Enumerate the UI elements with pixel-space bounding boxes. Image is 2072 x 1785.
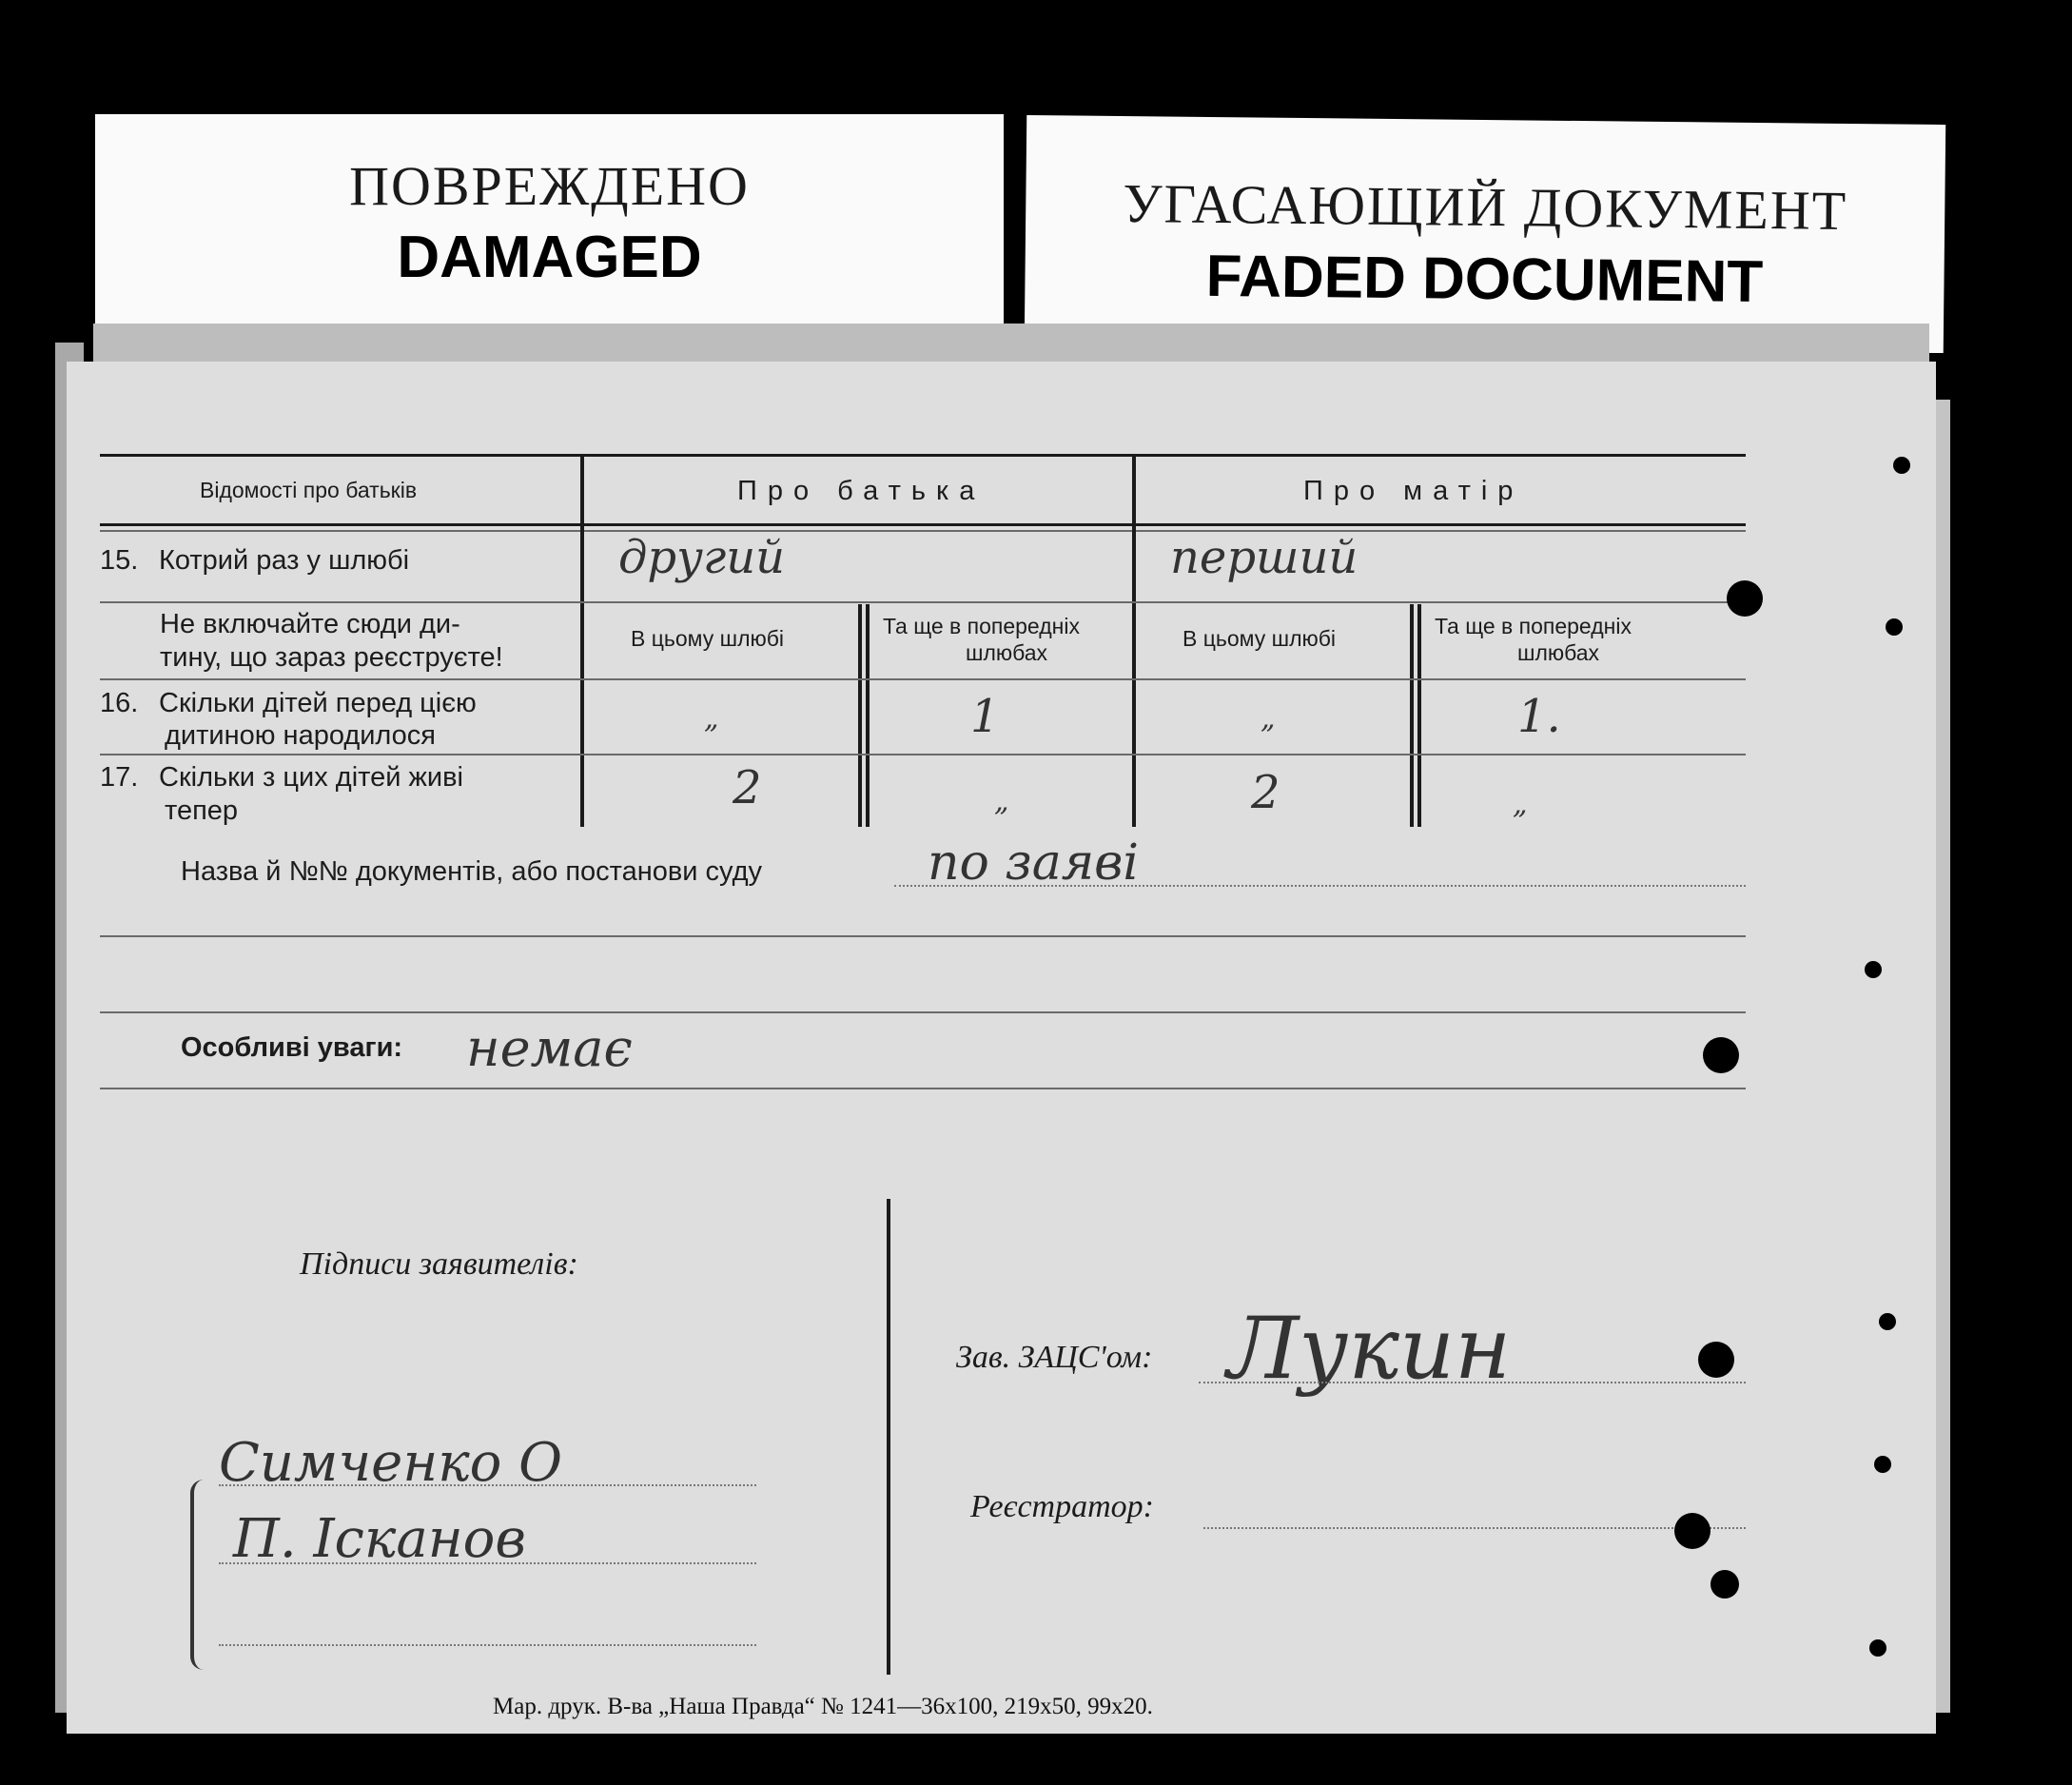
row16-mother-prev: 1.	[1517, 690, 1561, 743]
applicants-label: Підписи заявителів:	[300, 1246, 578, 1282]
header-top-rule	[100, 454, 1746, 457]
documents-value: по заяві	[928, 834, 1140, 892]
remarks-rule	[100, 1088, 1746, 1089]
row15-rule	[100, 601, 1746, 603]
punch-hole	[1710, 1570, 1739, 1599]
faded-label-en: FADED DOCUMENT	[1205, 243, 1764, 316]
documents-rule-3	[100, 1011, 1746, 1013]
row15-mother-value: перший	[1170, 531, 1359, 584]
header-info: Відомості про батьків	[200, 478, 418, 502]
damaged-label-ru: ПОВРЕЖДЕНО	[349, 155, 750, 217]
punch-hole-small	[1893, 457, 1910, 474]
punch-hole-small	[1865, 961, 1882, 978]
row15-number: 15.	[100, 545, 139, 576]
damaged-label	[95, 114, 1004, 347]
header-bottom-rule	[100, 523, 1746, 526]
applicant-1-line	[219, 1484, 756, 1486]
header-mother: Про матір	[1303, 476, 1524, 506]
header-father: Про батька	[737, 476, 986, 506]
row15-father-value: другий	[618, 531, 786, 584]
punch-hole	[1698, 1342, 1734, 1378]
punch-hole-small	[1874, 1456, 1891, 1473]
punch-hole-small	[1886, 618, 1903, 636]
signature-divider	[887, 1199, 890, 1675]
header-bottom-rule-2	[100, 530, 1746, 532]
row16-number: 16.	[100, 688, 139, 718]
faded-label-ru: УГАСАЮЩИЙ ДОКУМЕНТ	[1123, 172, 1848, 242]
note-rule	[100, 678, 1746, 680]
row16-father-this: „	[704, 702, 719, 736]
punch-hole	[1703, 1037, 1739, 1073]
note-line-1: Не включайте сюди ди-	[160, 609, 460, 639]
row17-number: 17.	[100, 762, 139, 793]
row17-label-1: Скільки з цих дітей живі	[159, 762, 463, 793]
row16-mother-this: „	[1261, 702, 1276, 736]
documents-label: Назва й №№ документів, або постанови суду	[181, 856, 763, 887]
damaged-label-en: DAMAGED	[397, 225, 702, 290]
father-this-marriage-header: В цьому шлюбі	[631, 626, 785, 651]
remarks-label: Особливі уваги:	[181, 1032, 403, 1063]
row15-label: Котрий раз у шлюбі	[159, 545, 410, 576]
father-prev-marriages-header-2: шлюбах	[966, 640, 1048, 665]
father-prev-marriages-header-1: Та ще в попередніх	[883, 614, 1080, 638]
row16-label-2: дитиною народилося	[165, 720, 437, 751]
head-signature: Лукин	[1227, 1299, 1512, 1399]
punch-hole	[1674, 1513, 1710, 1549]
row17-mother-this: 2	[1251, 766, 1280, 819]
head-label: Зав. ЗАЦС'ом:	[956, 1340, 1153, 1375]
documents-rule-2	[100, 935, 1746, 937]
punch-hole-small	[1869, 1639, 1886, 1657]
col-divider-father-sub-2	[866, 604, 870, 827]
form-page	[67, 362, 1936, 1734]
col-divider-parents	[1132, 454, 1136, 827]
col-divider-mother-sub-2	[1417, 604, 1421, 827]
row17-mother-prev: „	[1513, 788, 1528, 821]
col-divider-info	[580, 454, 584, 827]
row17-label-2: тепер	[165, 795, 239, 826]
registrar-label: Реєстратор:	[970, 1489, 1154, 1524]
registrar-line	[1203, 1527, 1746, 1529]
applicant-2-line	[219, 1562, 756, 1564]
print-footer: Мар. друк. В-ва „Наша Правда“ № 1241—36х100, 219х50, 99х20.	[493, 1694, 1153, 1719]
row16-father-prev: 1	[970, 690, 1000, 743]
mother-prev-marriages-header-1: Та ще в попередніх	[1435, 614, 1632, 638]
applicant-2-signature: П. Ісканов	[233, 1508, 526, 1570]
remarks-value: немає	[466, 1018, 633, 1078]
faded-label	[1025, 115, 1945, 353]
col-divider-mother-sub	[1410, 604, 1414, 827]
row17-father-this: 2	[733, 761, 762, 814]
row16-label-1: Скільки дітей перед цією	[159, 688, 477, 718]
applicant-1-signature: Симченко О	[219, 1432, 563, 1494]
mother-this-marriage-header: В цьому шлюбі	[1183, 626, 1337, 651]
col-divider-father-sub	[858, 604, 862, 827]
note-line-2: тину, що зараз реєструєте!	[160, 642, 503, 673]
head-line	[1199, 1382, 1746, 1383]
applicants-bracket	[190, 1480, 207, 1670]
punch-hole	[1727, 580, 1763, 617]
punch-hole-small	[1879, 1313, 1896, 1330]
row16-rule	[100, 754, 1746, 755]
applicant-3-line	[219, 1644, 756, 1646]
mother-prev-marriages-header-2: шлюбах	[1517, 640, 1600, 665]
row17-father-prev: „	[994, 785, 1009, 818]
